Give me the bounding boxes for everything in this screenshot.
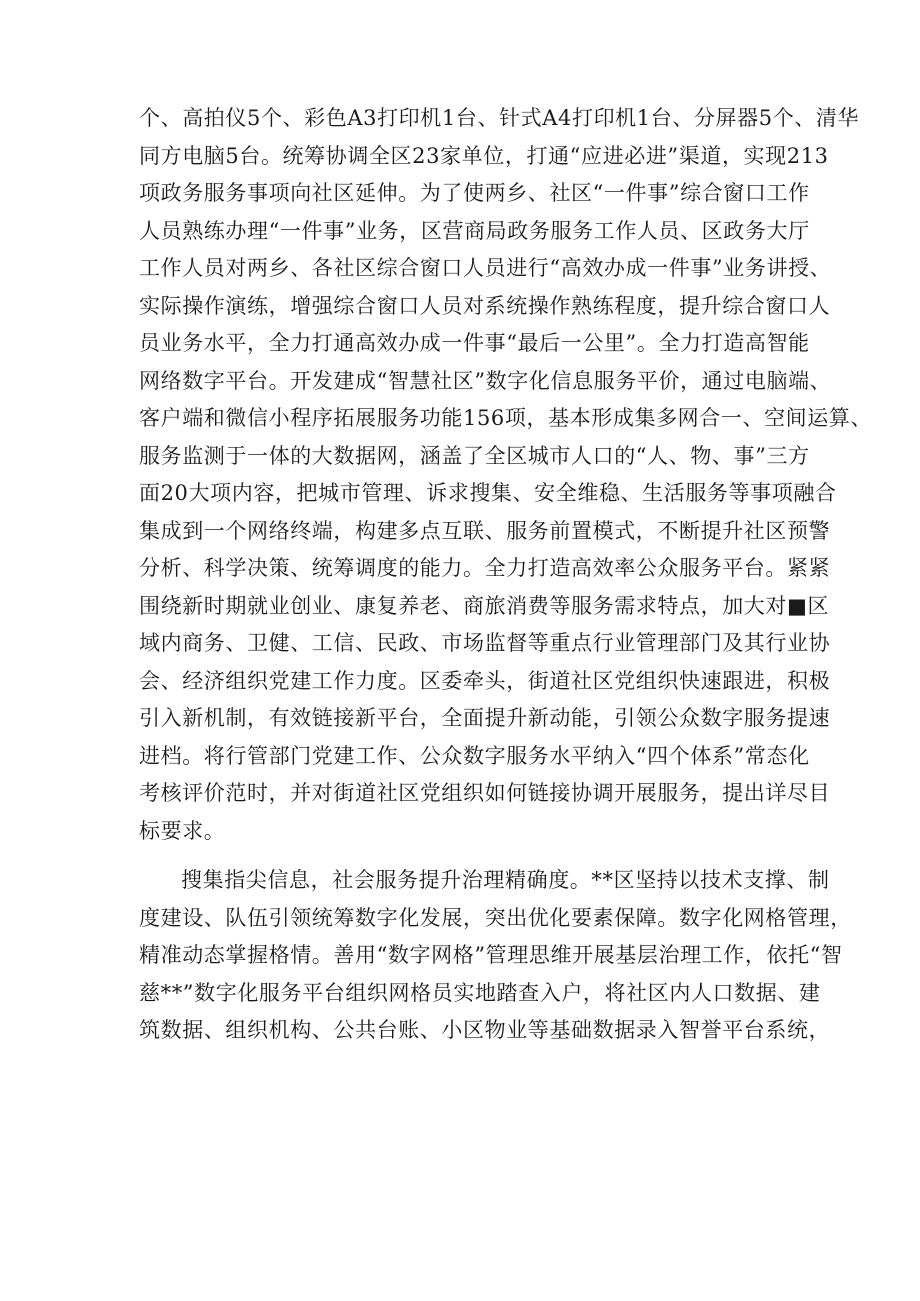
- text-line: 个、高拍仪5个、彩色A3打印机1台、针式A4打印机1台、分屏器5个、清华: [139, 106, 860, 130]
- text-line: 分析、科学决策、统筹调度的能力。全力打造高效率公众服务平台。紧紧: [139, 556, 831, 580]
- text-line: 考核评价范时，并对街道社区党组织如何链接协调开展服务，提出详尽目: [139, 781, 831, 805]
- text-line: 度建设、队伍引领统筹数字化发展，突出优化要素保障。数字化网格管理，: [139, 905, 852, 930]
- text-line: 围绕新时期就业创业、康复养老、商旅消费等服务需求特点，加大对■区: [139, 593, 830, 618]
- text-line: 同方电脑5台。统筹协调全区23家单位，打通“应进必进”渠道，实现213: [139, 143, 829, 168]
- text-line: 工作人员对两乡、各社区综合窗口人员进行“高效办成一件事”业务讲授、: [139, 256, 832, 280]
- text-line: 慈**”数字化服务平台组织网格员实地踏查入户，将社区内人口数据、建: [139, 980, 821, 1005]
- paragraph-1: [139, 100, 873, 850]
- text-line: 客户端和微信小程序拓展服务功能156项，基本形成集多网合一、空间运算、: [139, 406, 873, 430]
- text-line: 人员熟练办理“一件事”业务，区营商局政务服务工作人员、区政务大厅: [139, 218, 810, 243]
- text-line: 实际操作演练，增强综合窗口人员对系统操作熟练程度，提升综合窗口人: [139, 293, 831, 318]
- paragraph-2: [139, 862, 852, 1050]
- text-line: 面20大项内容，把城市管理、诉求搜集、安全维稳、生活服务等事项融合: [139, 481, 837, 505]
- text-line: 员业务水平，全力打通高效办成一件事“最后一公里”。全力打造高智能: [139, 331, 810, 355]
- text-line-last: 标要求。: [139, 818, 226, 843]
- text-line: 网络数字平台。开发建成“智慧社区”数字化信息服务平价，通过电脑端、: [139, 368, 832, 393]
- document-body: [139, 100, 873, 1050]
- text-line: 服务监测于一体的大数据网，涵盖了全区城市人口的“人、物、事”三方: [139, 443, 810, 468]
- text-line: 项政务服务事项向社区延伸。为了使两乡、社区“一件事”综合窗口工作: [139, 181, 810, 205]
- text-line: 进档。将行管部门党建工作、公众数字服务水平纳入“四个体系”常态化: [139, 743, 810, 768]
- text-line: 会、经济组织党建工作力度。区委牵头，街道社区党组织快速跟进，积极: [139, 668, 831, 693]
- text-line: 搜集指尖信息，社会服务提升治理精确度。**区坚持以技术支撑、制: [181, 868, 830, 892]
- text-line: 域内商务、卫健、工信、民政、市场监督等重点行业管理部门及其行业协: [139, 631, 831, 655]
- text-line: 筑数据、组织机构、公共台账、小区物业等基础数据录入智誉平台系统，: [139, 1018, 831, 1042]
- text-line: 集成到一个网络终端，构建多点互联、服务前置模式，不断提升社区预警: [139, 518, 831, 543]
- text-line: 引入新机制，有效链接新平台，全面提升新动能，引领公众数字服务提速: [139, 706, 831, 730]
- text-line: 精准动态掌握格情。善用“数字网格”管理思维开展基层治理工作，依托“智: [139, 943, 843, 967]
